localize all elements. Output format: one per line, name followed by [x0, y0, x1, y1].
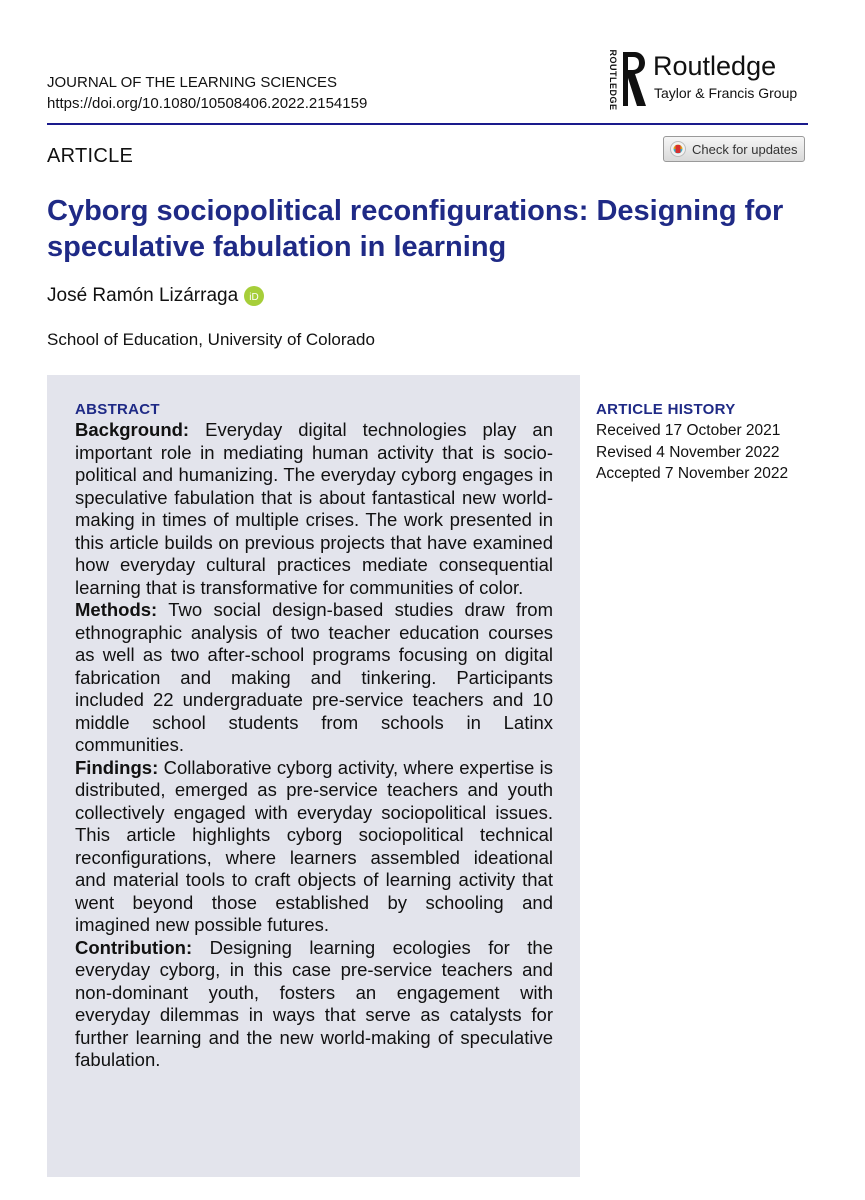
abstract-background-label: Background:	[75, 419, 190, 440]
abstract-findings-label: Findings:	[75, 756, 159, 778]
author-line	[47, 285, 264, 307]
abstract-contribution	[75, 937, 553, 1072]
article-title: Cyborg sociopolitical reconfigurations: Designing for speculative fabulation in learning	[47, 195, 784, 263]
check-for-updates-label: Check for updates	[692, 141, 798, 157]
author-name: José Ramón Lizárraga	[47, 285, 239, 306]
doi-link[interactable]: https://doi.org/10.1080/10508406.2022.2154159	[47, 95, 368, 112]
publisher-name: Routledge	[653, 51, 777, 81]
article-history	[596, 400, 788, 485]
history-received: Received 17 October 2021	[596, 422, 781, 439]
journal-header	[47, 72, 367, 114]
article-type: ARTICLE	[47, 145, 134, 167]
abstract-methods-label: Methods:	[75, 599, 158, 620]
abstract-findings-text: Collaborative cyborg activity, where expertise is distributed, emerged as pre-service teachers and youth collectively engaged with everyday sociopolitical issues. This article highlights cyborg sociopolitical technical reconfigurations, where learners assembled ideational and material tools to craft objects of learning activity that went beyond those established by schooling and imagined new possible futures.	[75, 756, 553, 935]
history-revised: Revised 4 November 2022	[596, 443, 780, 461]
abstract-background	[75, 419, 553, 599]
abstract-background-text: Everyday digital technologies play an important role in mediating human activity that is socio-political and humanizing. The everyday cyborg engages in speculative fabulation that is about fantastical new world-making in times of multiple crises. The work presented in this article builds on previous projects that have examined how everyday cultural practices mediate consequential learning that is transformative for communities of color.	[75, 419, 553, 598]
abstract-contribution-text: Designing learning ecologies for the everyday cyborg, in this case pre-service teachers and non-dominant youth, fosters an engagement with everyday dilemmas in ways that serve as catalysts for further learning and the new world-making of speculative fabulation.	[75, 936, 553, 1070]
svg-text:iD: iD	[249, 292, 259, 303]
check-for-updates-button[interactable]	[663, 136, 805, 162]
orcid-icon[interactable]	[244, 286, 264, 306]
abstract-contribution-label: Contribution:	[75, 936, 193, 958]
history-accepted: Accepted 7 November 2022	[596, 465, 789, 482]
crossmark-icon	[670, 141, 686, 157]
publisher-group: Taylor & Francis Group	[654, 85, 798, 101]
routledge-logo-icon	[620, 50, 648, 108]
header-divider	[47, 123, 808, 125]
abstract-heading: ABSTRACT	[75, 401, 160, 418]
publisher-vertical-label: ROUTLEDGE	[608, 49, 618, 111]
abstract-box	[47, 375, 580, 1177]
journal-name: JOURNAL OF THE LEARNING SCIENCES	[47, 74, 338, 91]
article-history-heading: ARTICLE HISTORY	[596, 401, 736, 418]
abstract-findings	[75, 757, 553, 937]
author-affiliation: School of Education, University of Colorado	[47, 330, 375, 349]
publisher-logo	[606, 49, 811, 111]
abstract-methods	[75, 599, 553, 757]
abstract-methods-text: Two social design-based studies draw from ethnographic analysis of two teacher education courses as well as two after-school programs focusing on digital fabrication and making and tinkering. Participants included 22 undergraduate pre-service teachers and 10 middle school students from schools in Latinx communities.	[75, 599, 553, 755]
